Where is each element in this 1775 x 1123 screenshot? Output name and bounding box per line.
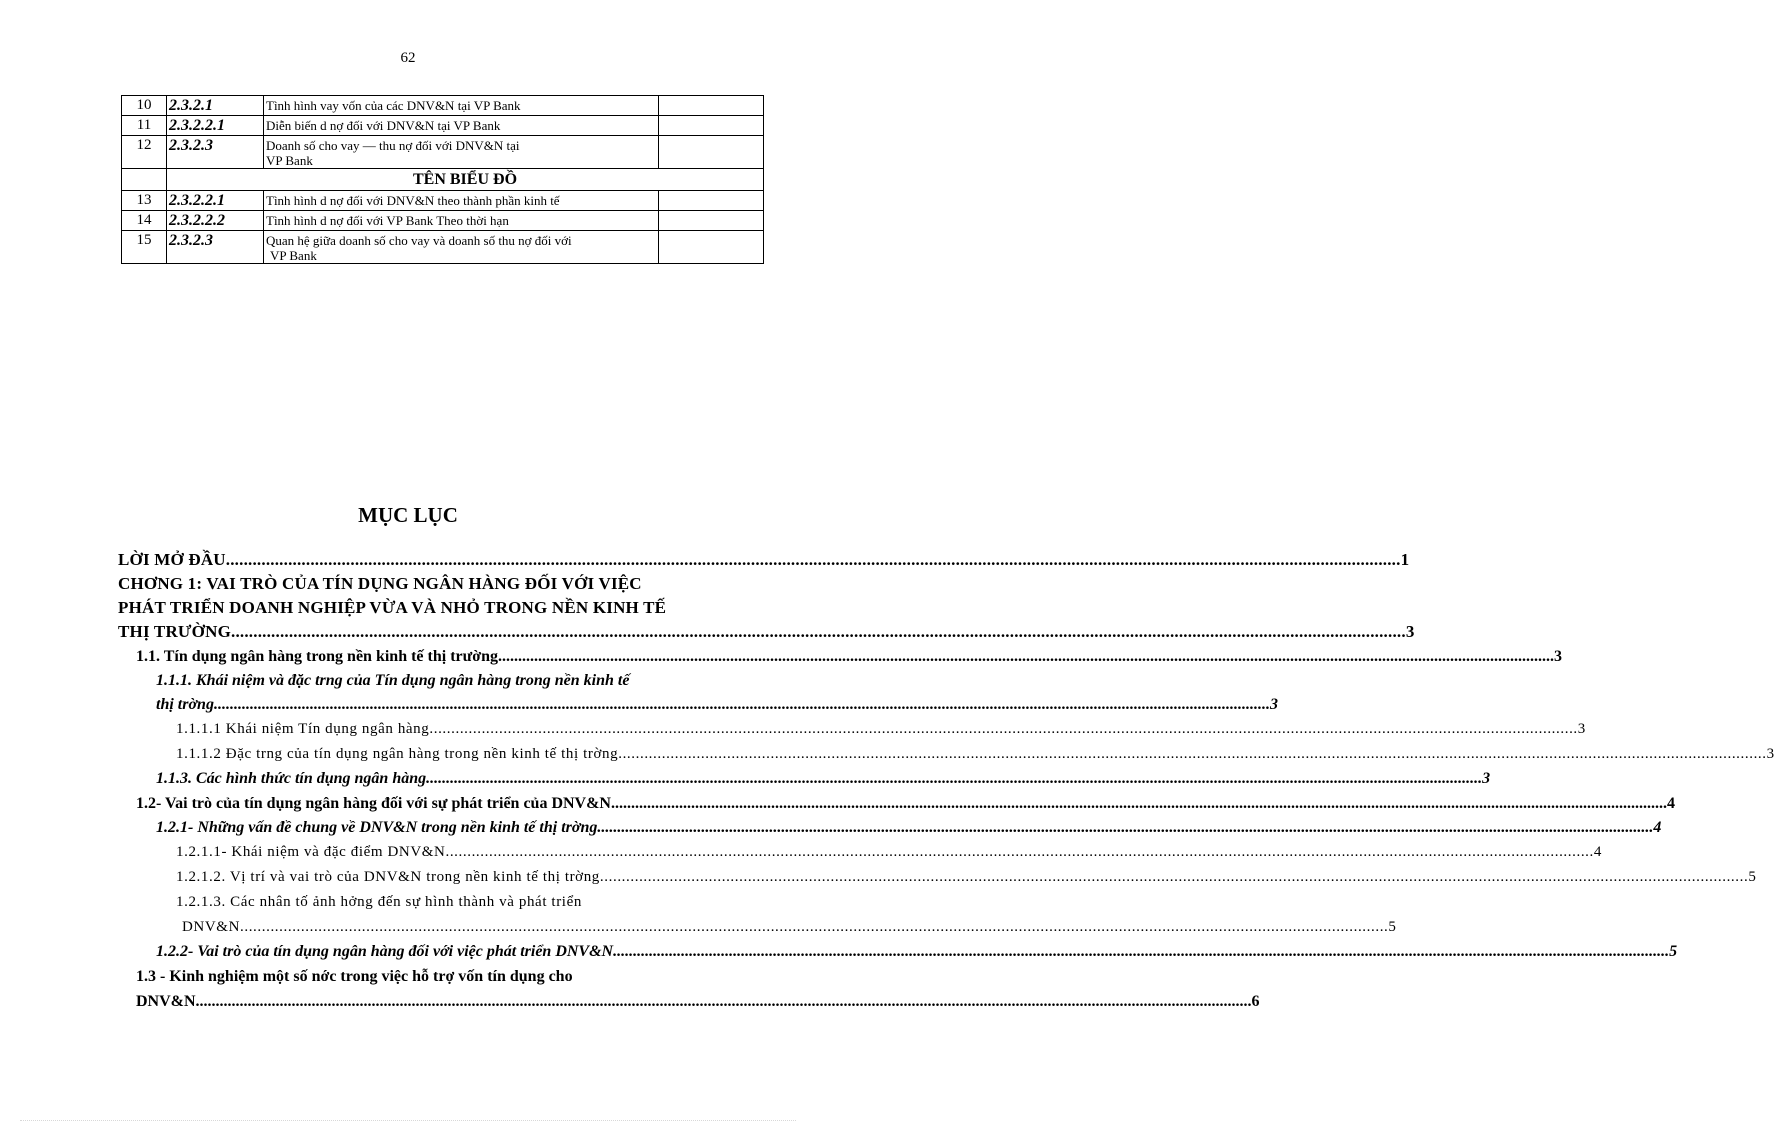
toc-page-number: 4 — [1666, 795, 1675, 812]
section-code: 2.3.2.3 — [167, 136, 264, 169]
toc-page-number: 3 — [1269, 696, 1278, 713]
toc-entry-text: CHƠNG 1: VAI TRÒ CỦA TÍN DỤNG NGÂN HÀNG ĐỐI VỚI VIỆC — [118, 574, 642, 593]
toc-entry[interactable] — [118, 791, 1675, 816]
toc-entry[interactable] — [118, 572, 1415, 644]
toc-leader-dots — [429, 717, 1577, 742]
toc-entry[interactable] — [118, 940, 1678, 964]
table-row — [122, 96, 764, 116]
toc-entry-text-last: thị trờng — [156, 696, 214, 713]
toc-leader-dots — [445, 840, 1593, 865]
toc-leader-dots — [498, 644, 1554, 669]
toc-entry-text: 1.1. Tín dụng ngân hàng trong nền kinh tế thị trường — [136, 648, 498, 665]
toc-entry-text: 1.1.1. Khái niệm và đặc trng của Tín dụng ngân hàng trong nền kinh tế — [156, 672, 630, 689]
section-code: 2.3.2.2.2 — [167, 211, 264, 231]
figure-title-line: Tình hình vay vốn của các DNV&N tại VP Bank — [266, 98, 521, 113]
toc-entry-text: 1.1.1.1 Khái niệm Tín dụng ngân hàng — [176, 721, 430, 737]
toc-title: MỤC LỤC — [358, 503, 458, 527]
row-number: 12 — [122, 136, 167, 169]
toc-entry[interactable] — [118, 669, 1278, 717]
toc-entry-text: 1.3 - Kinh nghiệm một số nớc trong việc hỗ trợ vốn tín dụng cho — [136, 968, 573, 985]
toc-leader-dots — [613, 940, 1669, 964]
toc-entry[interactable] — [118, 865, 1757, 890]
toc-entry[interactable] — [118, 890, 1397, 940]
toc-entry-text: 1.2.2- Vai trò của tín dụng ngân hàng đối với việc phát triển DNV&N — [156, 943, 614, 960]
toc-page-number: 6 — [1251, 993, 1260, 1010]
toc-entry-text: 1.1.3. Các hình thức tín dụng ngân hàng — [156, 770, 427, 787]
toc-leader-dots — [240, 915, 1388, 940]
section-code: 2.3.2.1 — [167, 96, 264, 116]
row-number: 13 — [122, 191, 167, 211]
table-row — [122, 191, 764, 211]
toc-page-number: 3 — [1766, 746, 1775, 762]
toc-leader-dots — [600, 865, 1748, 890]
figure-title — [264, 231, 659, 264]
page-bottom-divider — [20, 1120, 796, 1121]
toc-page-number: 4 — [1653, 819, 1662, 836]
table-cell-empty — [122, 169, 167, 191]
table-row — [122, 211, 764, 231]
table-row — [122, 136, 764, 169]
toc-entry[interactable] — [118, 742, 1775, 767]
table-section-heading: TÊN BIỂU ĐỒ — [167, 169, 764, 191]
figure-title-line: Quan hệ giữa doanh số cho vay và doanh số thu nợ đối với — [266, 233, 572, 248]
row-number: 11 — [122, 116, 167, 136]
toc-entry-text-last: DNV&N — [182, 919, 240, 935]
table-cell-empty — [659, 191, 764, 211]
page-number: 62 — [400, 50, 416, 66]
toc-leader-dots — [214, 693, 1270, 717]
toc-leader-dots — [231, 620, 1406, 644]
table-cell-empty — [659, 211, 764, 231]
figure-title-line: Doanh số cho vay — thu nợ đối với DNV&N tại — [266, 138, 520, 153]
figure-title — [264, 211, 659, 231]
toc-page-number: 3 — [1405, 622, 1415, 641]
toc-page-number: 5 — [1388, 919, 1397, 935]
row-number: 14 — [122, 211, 167, 231]
toc-entry-text: 1.2- Vai trò của tín dụng ngân hàng đối với sự phát triển của DNV&N — [136, 795, 611, 812]
toc-entry-text-continued: PHÁT TRIỂN DOANH NGHIỆP VỪA VÀ NHỎ TRONG NỀN KINH TẾ — [118, 598, 667, 617]
section-code: 2.3.2.2.1 — [167, 191, 264, 211]
toc-leader-dots — [597, 816, 1653, 840]
section-code: 2.3.2.3 — [167, 231, 264, 264]
toc-page-number: 5 — [1669, 943, 1678, 960]
toc-page-number: 3 — [1553, 648, 1562, 665]
toc-leader-dots — [618, 742, 1766, 767]
figure-title — [264, 191, 659, 211]
table-cell-empty — [659, 231, 764, 264]
toc-leader-dots — [426, 767, 1482, 791]
figure-title-line: VP Bank — [266, 153, 313, 168]
figure-title-line: VP Bank — [270, 248, 317, 263]
table-cell-empty — [659, 116, 764, 136]
figure-title-line: Tình hình d nợ đối với VP Bank Theo thời hạn — [266, 213, 509, 228]
toc-entry-text: LỜI MỞ ĐẦU — [118, 550, 226, 569]
toc-page-number: 3 — [1577, 721, 1586, 737]
toc-page-number: 1 — [1400, 550, 1410, 569]
toc-entry[interactable] — [118, 767, 1491, 791]
row-number: 15 — [122, 231, 167, 264]
toc-entry[interactable] — [118, 548, 1410, 572]
toc-entry[interactable] — [118, 644, 1562, 669]
toc-entry[interactable] — [118, 840, 1602, 865]
table-cell-empty — [659, 136, 764, 169]
toc-entry-text: 1.2.1- Những vấn đề chung về DNV&N trong nền kinh tế thị trờng — [156, 819, 598, 836]
toc-leader-dots — [611, 791, 1667, 816]
table-row — [122, 231, 764, 264]
toc-entry-text: 1.2.1.1- Khái niệm và đặc điểm DNV&N — [176, 844, 446, 860]
table-cell-empty — [659, 96, 764, 116]
row-number: 10 — [122, 96, 167, 116]
toc-entry-text: 1.2.1.3. Các nhân tố ảnh hởng đến sự hình thành và phát triển — [176, 894, 582, 910]
toc-entry[interactable] — [118, 816, 1662, 840]
table-row — [122, 169, 764, 191]
toc-page-number: 5 — [1748, 869, 1757, 885]
toc-entry[interactable] — [118, 717, 1586, 742]
figure-title-line: Diễn biến d nợ đối với DNV&N tại VP Bank — [266, 118, 501, 133]
figure-title-line: Tình hình d nợ đối với DNV&N theo thành phần kinh tế — [266, 193, 560, 208]
toc-leader-dots — [226, 548, 1401, 572]
figure-title — [264, 96, 659, 116]
toc-entry[interactable] — [118, 964, 1260, 1014]
toc-page-number: 4 — [1593, 844, 1602, 860]
figure-title — [264, 116, 659, 136]
toc-entry-text: 1.2.1.2. Vị trí và vai trò của DNV&N trong nền kinh tế thị trờng — [176, 869, 600, 885]
table-row — [122, 116, 764, 136]
toc-entry-text-last: THỊ TRƯỜNG — [118, 622, 231, 641]
toc-leader-dots — [196, 989, 1252, 1014]
toc-entry-text: 1.1.1.2 Đặc trng của tín dụng ngân hàng trong nền kinh tế thị trờng — [176, 746, 619, 762]
toc-page-number: 3 — [1482, 770, 1491, 787]
figure-title — [264, 136, 659, 169]
section-code: 2.3.2.2.1 — [167, 116, 264, 136]
table-of-contents — [118, 548, 1775, 1014]
figure-list-table — [121, 95, 764, 264]
toc-entry-text-last: DNV&N — [136, 993, 196, 1010]
